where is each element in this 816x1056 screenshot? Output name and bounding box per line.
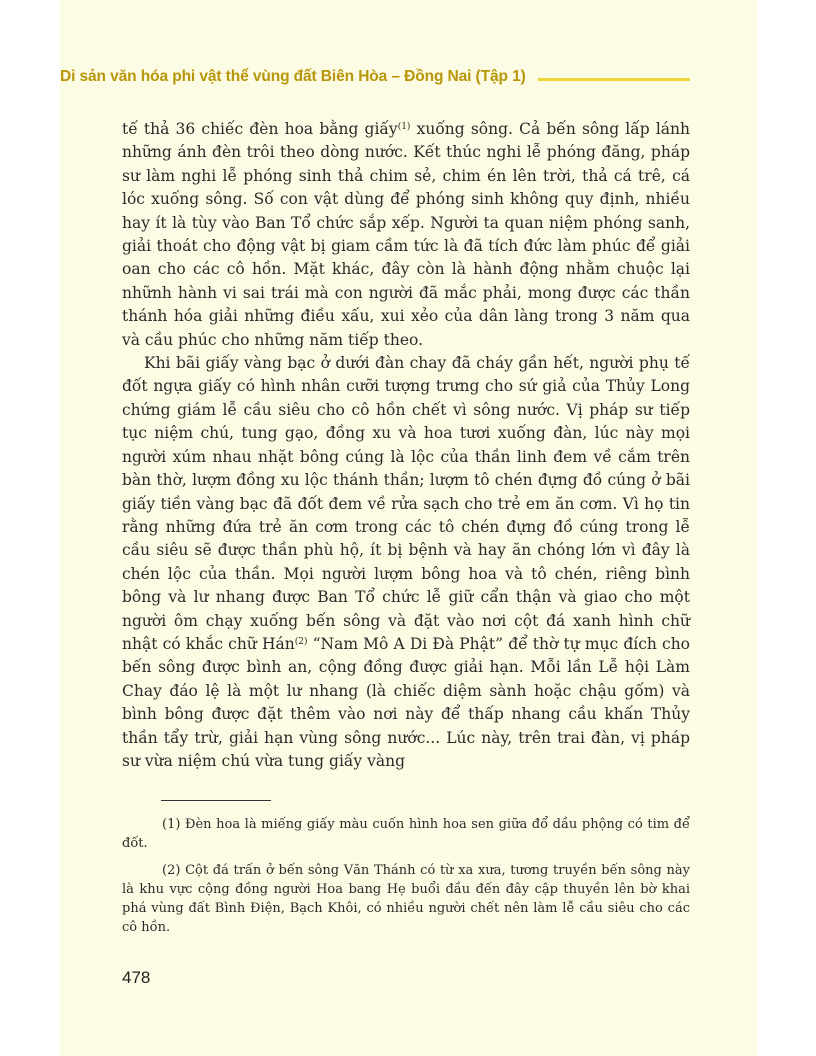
footnotes [122,815,690,945]
page-number: 478 [122,968,151,987]
footnote-divider [161,800,271,801]
header-rule [538,78,690,81]
header-title: Di sản văn hóa phi vật thể vùng đất Biên Hòa – Đồng Nai (Tập 1) [60,68,526,85]
body-text [122,118,690,773]
running-header [60,68,690,94]
footnote-ref-2[interactable]: (2) [294,636,308,647]
footnote-ref-1[interactable]: (1) [397,122,411,132]
paragraph-2-part-b: “Nam Mô A Di Đà Phật” để thờ tự mục đích cho bến sông được bình an, cộng đồng được giải hạn. Mỗi lần Lễ hội Làm Chay đáo lệ là một lư nhang (là chiếc diệm sành hoặc chậu gốm) và bình bông được đặt thêm vào nơi này để thấp nhang cầu khấn Thủy thần tẩy trừ, giải hạn vùng sông nước... Lúc này, trên trai đàn, vị pháp sư vừa niệm chú vừa tung giấy vàng [122,634,691,770]
paragraph-1 [122,118,690,352]
paragraph-2 [122,352,690,773]
paragraph-2-part-a: Khi bãi giấy vàng bạc ở dưới đàn chay đã cháy gần hết, người phụ tế đốt ngựa giấy có hình nhân cưỡi tượng trưng cho sứ giả của Thủy Long chứng giám lễ cầu siêu cho cô hồn chết vì sông nước. Vị pháp sư tiếp tục niệm chú, tung gạo, đồng xu và hoa tươi xuống đàn, lúc này mọi người xúm nhau nhặt bông cúng là lộc của thần linh đem về cắm trên bàn thờ, lượm đồng xu lộc thánh thần; lượm tô chén đựng đồ cúng ở bãi giấy tiền vàng bạc đã đốt đem về rửa sạch cho trẻ em ăn cơm. Vì họ tin rằng những đứa trẻ ăn cơm trong các tô chén đựng đồ cúng trong lễ cầu siêu sẽ được thần phù hộ, ít bị bệnh và hay ăn chóng lớn vì đây là chén lộc của thần. Mọi người lượm bông hoa và tô chén, riêng bình bông và lư nhang được Ban Tổ chức lễ giữ cẩn thận và giao cho một người ôm chạy xuống bến sông và đặt vào nơi cột đá xanh hình chữ nhật có khắc chữ Hán [122,354,690,653]
footnote-1: (1) Đèn hoa là miếng giấy màu cuốn hình hoa sen giữa đổ dầu phộng có tim để đốt. [122,817,690,851]
paragraph-1-part-a: tế thả 36 chiếc đèn hoa bằng giấy [122,120,398,138]
paragraph-1-part-b: xuống sông. Cả bến sông lấp lánh những ánh đèn trôi theo dòng nước. Kết thúc nghi lễ phóng đăng, pháp sư làm nghi lễ phóng sinh thả chim sẻ, chim én lên trời, thả cá trê, cá lóc xuống sông. Số con vật dùng để phóng sinh không quy định, nhiều hay ít là tùy vào Ban Tổ chức sắp xếp. Người ta quan niệm phóng sanh, giải thoát cho động vật bị giam cầm tức là đã tích đức làm phúc để giải oan cho các cô hồn. Mặt khác, đây còn là hành động nhằm chuộc lại nhữnh hành vi sai trái mà con người đã mắc phải, mong được các thần thánh hóa giải những điều xấu, xui xẻo của dân làng trong 3 năm qua và cầu phúc cho những năm tiếp theo. [122,120,691,349]
footnote-2: (2) Cột đá trấn ở bến sông Văn Thánh có từ xa xưa, tương truyền bến sông này là khu vực cộng đồng người Hoa bang Hẹ buổi đầu đến đây cập thuyền lên bờ khai phá vùng đất Bình Điện, Bạch Khôi, có nhiều người chết nên làm lễ cầu siêu cho các cô hồn. [122,863,690,935]
